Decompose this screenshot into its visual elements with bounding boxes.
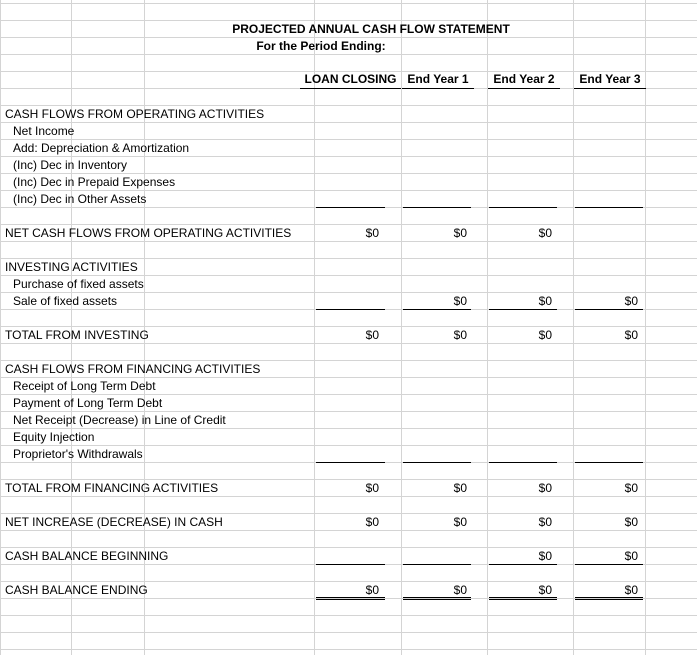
section-heading-financing: CASH FLOWS FROM FINANCING ACTIVITIES (5, 362, 261, 376)
statement-title: PROJECTED ANNUAL CASH FLOW STATEMENT (232, 22, 510, 36)
subtotal-underline (489, 207, 557, 208)
total-double-underline (489, 597, 557, 600)
line-item: (Inc) Dec in Other Assets (13, 192, 147, 206)
section-heading-operating: CASH FLOWS FROM OPERATING ACTIVITIES (5, 107, 265, 121)
line-item: Payment of Long Term Debt (13, 396, 163, 410)
value-cell: $0 (365, 226, 379, 240)
subtotal-underline (575, 564, 643, 565)
beginning-balance-label: CASH BALANCE BEGINNING (5, 549, 169, 563)
value-cell: $0 (365, 481, 379, 495)
value-cell: $0 (365, 515, 379, 529)
line-item: (Inc) Dec in Prepaid Expenses (13, 175, 176, 189)
value-cell: $0 (624, 294, 638, 308)
net-increase-label: NET INCREASE (DECREASE) IN CASH (5, 515, 223, 529)
value-cell: $0 (624, 549, 638, 563)
subtotal-underline (575, 207, 643, 208)
subtotal-underline (575, 462, 643, 463)
value-cell: $0 (365, 583, 379, 597)
subtotal-underline (316, 309, 385, 310)
subtotal-underline (316, 207, 385, 208)
operating-total-label: NET CASH FLOWS FROM OPERATING ACTIVITIES (5, 226, 292, 240)
subtotal-underline (403, 564, 471, 565)
financing-total-label: TOTAL FROM FINANCING ACTIVITIES (5, 481, 219, 495)
value-cell: $0 (538, 294, 552, 308)
section-heading-investing: INVESTING ACTIVITIES (5, 260, 138, 274)
value-cell: $0 (538, 515, 552, 529)
line-item: (Inc) Dec in Inventory (13, 158, 128, 172)
line-item: Sale of fixed assets (13, 294, 118, 308)
gridline (401, 0, 402, 655)
value-cell (316, 293, 379, 309)
gridline (314, 0, 315, 655)
value-cell: $0 (538, 481, 552, 495)
total-double-underline (575, 597, 643, 600)
subtotal-underline (489, 564, 557, 565)
subtotal-underline (316, 564, 385, 565)
value-cell: $0 (624, 481, 638, 495)
total-double-underline (316, 597, 385, 600)
total-double-underline (403, 597, 471, 600)
value-cell: $0 (538, 549, 552, 563)
column-header-end-year-2: End Year 2 (488, 72, 560, 89)
subtotal-underline (489, 462, 557, 463)
subtotal-underline (403, 309, 471, 310)
subtotal-underline (403, 207, 471, 208)
line-item: Proprietor's Withdrawals (13, 447, 143, 461)
investing-total-label: TOTAL FROM INVESTING (5, 328, 149, 342)
value-cell (403, 548, 467, 564)
line-item: Add: Depreciation & Amortization (13, 141, 190, 155)
value-cell: $0 (624, 583, 638, 597)
ending-balance-label: CASH BALANCE ENDING (5, 583, 148, 597)
column-header-end-year-1: End Year 1 (402, 72, 474, 89)
line-item: Net Income (13, 124, 75, 138)
column-header-end-year-3: End Year 3 (574, 72, 646, 89)
value-cell: $0 (538, 328, 552, 342)
value-cell: $0 (624, 515, 638, 529)
statement-subtitle: For the Period Ending: (256, 39, 386, 53)
value-cell: $0 (453, 328, 467, 342)
line-item: Purchase of fixed assets (13, 277, 144, 291)
value-cell: $0 (365, 328, 379, 342)
gridline (645, 0, 646, 655)
value-cell: $0 (453, 515, 467, 529)
value-cell: $0 (453, 226, 467, 240)
subtotal-underline (575, 309, 643, 310)
line-item: Net Receipt (Decrease) in Line of Credit (13, 413, 226, 427)
gridline (487, 0, 488, 655)
line-item: Equity Injection (13, 430, 95, 444)
line-item: Receipt of Long Term Debt (13, 379, 156, 393)
value-cell: $0 (624, 328, 638, 342)
value-cell: $0 (538, 583, 552, 597)
value-cell: $0 (453, 481, 467, 495)
subtotal-underline (489, 309, 557, 310)
column-header-loan-closing: LOAN CLOSING (300, 72, 401, 89)
subtotal-underline (403, 462, 471, 463)
value-cell: $0 (538, 226, 552, 240)
gridline (573, 0, 574, 655)
subtotal-underline (316, 462, 385, 463)
value-cell (575, 225, 638, 241)
value-cell: $0 (453, 294, 467, 308)
value-cell: $0 (453, 583, 467, 597)
value-cell (316, 548, 379, 564)
